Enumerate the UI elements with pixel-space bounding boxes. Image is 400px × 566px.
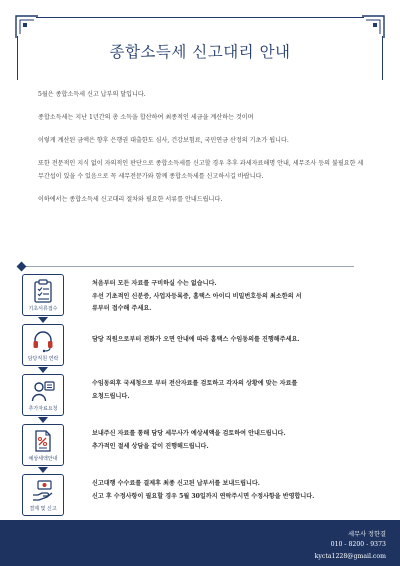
step-icon-box <box>22 374 64 416</box>
step-description: 담당 직원으로부터 전화가 오면 안내에 따라 홈택스 수임동의를 진행해주세요. <box>92 336 300 343</box>
intro-paragraph: 이하에서는 종합소득세 신고대리 절차와 필요한 서류를 안내드립니다. <box>38 196 223 203</box>
frame-top-line <box>36 17 364 18</box>
step-item <box>22 374 378 424</box>
clipboard-checklist-icon <box>32 279 54 303</box>
step-item <box>22 324 378 374</box>
tax-document-icon <box>31 429 55 453</box>
step-label: 결제 및 신고 <box>29 506 57 512</box>
step-description: 처음부터 모든 자료를 구비하실 수는 없습니다. 우선 기초적인 신분증, 사업자등록증, 홈택스 아이디 비밀번호등의 최소한의 서 류부터 접수해 주세요. <box>92 280 302 312</box>
step-icon-box <box>22 324 64 366</box>
step-description: 수임동의후 국세청으로 부터 전산자료를 검토하고 각자의 상황에 맞는 자료를 요청드립니다. <box>92 380 298 400</box>
step-item <box>22 474 378 524</box>
intro-paragraph: 이렇게 계산된 금액은 향후 은행권 대출한도 심사, 건강보험료, 국민연금 산정의 기초가 됩니다. <box>38 137 289 144</box>
step-arrow-icon <box>38 367 48 373</box>
section-divider <box>22 266 354 267</box>
step-label: 추가자료요청 <box>28 406 58 412</box>
divider-ornament <box>17 262 27 272</box>
intro-section <box>38 88 364 216</box>
step-arrow-icon <box>38 317 48 323</box>
step-label: 예상세액안내 <box>28 456 58 462</box>
hand-payment-icon <box>31 479 55 503</box>
step-arrow-icon <box>38 417 48 423</box>
step-label: 담당직원 연락 <box>27 356 59 362</box>
step-icon-box <box>22 424 64 466</box>
footer-phone: 010 - 8200 - 9373 <box>330 541 386 548</box>
step-item <box>22 424 378 474</box>
intro-paragraph: 종합소득세는 지난 1년간의 총 소득을 합산하여 최종적인 세금을 계산하는 것이며 <box>38 114 254 121</box>
footer-email[interactable]: kycta1228@gmail.com <box>314 553 386 560</box>
person-request-icon <box>31 379 55 403</box>
step-description: 신고대행 수수료를 결제후 최종 신고된 납부서를 보내드립니다. 신고 후 수정사항이 필요할 경우 5월 30일까지 연락주시면 수정사항을 반영합니다. <box>92 480 315 500</box>
step-icon-box <box>22 474 64 516</box>
contact-footer <box>0 520 400 566</box>
step-item <box>22 274 378 324</box>
corner-ornament-icon <box>14 14 40 40</box>
intro-paragraph: 또한 전문적인 지식 없이 자의적인 판단으로 종합소득세를 신고할 경우 추후 과세자료해명 안내, 세무조사 등의 불필요한 세무간섭이 있을 수 있음으로 꼭 세무전문가와 함께 종합소득세를 신고하시길 바랍니다. <box>38 160 364 180</box>
step-arrow-icon <box>38 467 48 473</box>
step-icon-box <box>22 274 64 316</box>
corner-ornament-icon <box>360 14 386 40</box>
footer-name: 세무사 정한결 <box>348 531 386 538</box>
step-description: 보내주신 자료를 통해 담당 세무사가 예상세액을 검토하여 안내드립니다. 추가적인 절세 상담을 같이 진행해드립니다. <box>92 430 286 450</box>
step-label: 기초서류접수 <box>28 306 58 312</box>
intro-paragraph: 5월은 종합소득세 신고 납부의 달입니다. <box>38 91 146 98</box>
page-title: 종합소득세 신고대리 안내 <box>109 43 291 61</box>
headset-icon <box>31 329 55 353</box>
